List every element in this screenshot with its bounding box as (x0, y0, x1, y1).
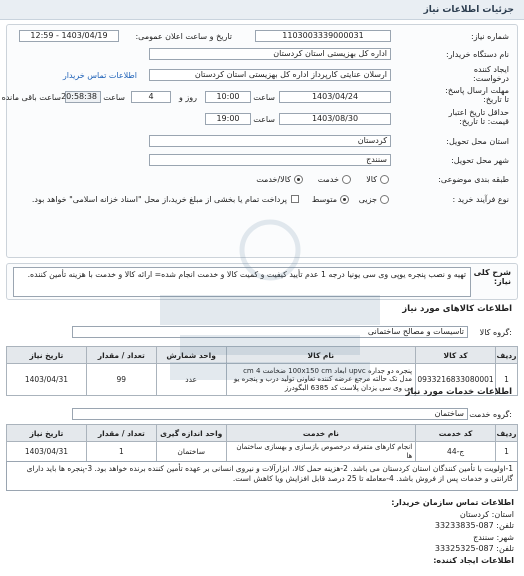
goods-unit: عدد (156, 364, 226, 396)
services-group-label: گروه خدمت: (469, 410, 512, 419)
delivery-province-label: استان محل تحویل: (446, 137, 509, 146)
col-qty: تعداد / مقدار (86, 347, 156, 364)
goods-name: پنجره دو جداره upvc ابعاد 100x150 cm ضخامت 4 cm مدل تک حالته مرجع عرضه کننده تعاونی تولید درب و پنجره یو پی وی سی یزدان پلاست کد 6385 البگودرز (226, 364, 415, 396)
col-unit: واحد اندازه گیری (156, 425, 226, 442)
class-goods-service-radio[interactable] (294, 175, 303, 184)
delivery-city-label: شهر محل تحویل: (451, 156, 509, 165)
row-index: 1 (496, 442, 518, 462)
price-validity-label: حداقل تاریخ اعتبار قیمت: تا تاریخ: (448, 108, 509, 126)
process-medium-radio[interactable] (340, 195, 349, 204)
service-code: ج-44 (416, 442, 496, 462)
goods-group-field: تاسیسات و مصالح ساختمانی (72, 326, 468, 338)
announce-datetime-field: 1403/04/19 - 12:59 (19, 30, 119, 42)
col-unit: واحد شمارش (156, 347, 226, 364)
days-label: روز و (179, 93, 197, 102)
time-label-2: ساعت (103, 93, 125, 102)
need-details-panel (1, 24, 518, 258)
remaining-label: ساعت باقی مانده (1, 93, 61, 102)
class-service-label: خدمت (317, 175, 339, 184)
goods-code: 0933216833080001 (416, 364, 496, 396)
need-number-label: شماره نیاز: (471, 32, 509, 41)
buyer-org-label: نام دستگاه خریدار: (446, 50, 509, 59)
process-minor-radio[interactable] (380, 195, 389, 204)
price-validity-date: 1403/08/30 (279, 113, 391, 125)
process-minor-label: جزیی (358, 195, 377, 204)
services-group-field: ساختمان (72, 408, 468, 420)
process-type-label: نوع فرآیند خرید : (452, 195, 509, 204)
contact-phone-2: تلفن: 087-33325325 (434, 544, 514, 554)
col-date: تاریخ نیاز (7, 425, 87, 442)
announce-datetime-label: تاریخ و ساعت اعلان عمومی: (135, 32, 232, 41)
price-time-label: ساعت (253, 115, 275, 124)
service-date: 1403/04/31 (7, 442, 87, 462)
need-number-field: 1103003339000031 (255, 30, 391, 42)
col-code: کد کالا (416, 347, 496, 364)
goods-section-title: اطلاعات کالاهای مورد نیاز (402, 304, 512, 314)
treasury-payment-checkbox[interactable] (291, 195, 299, 203)
delivery-city-field: سنندج (149, 154, 391, 166)
col-name: نام خدمت (226, 425, 416, 442)
page-header (0, 0, 524, 20)
reply-deadline-label: مهلت ارسال پاسخ: تا تاریخ: (445, 86, 509, 104)
goods-date: 1403/04/31 (7, 364, 87, 396)
remaining-days: 4 (131, 91, 171, 103)
contact-title: اطلاعات تماس سازمان خریدار: (391, 498, 514, 507)
description-text: تهیه و نصب پنجره یوپی وی سی یونیا درجه 1 عدم تأیید کیفیت و کمیت کالا و خدمت انجام شده= ارائه کالا و خدمت با هزینه تأمین کننده. (13, 267, 471, 297)
reply-deadline-date: 1403/04/24 (279, 91, 391, 103)
service-name: انجام کارهای متفرقه درخصوص بازسازی و بهسازی ساختمان ها (226, 442, 416, 462)
class-goods-label: کالا (366, 175, 377, 184)
description-label: شرح کلی نیاز: (473, 268, 511, 286)
class-goods-service-label: کالا/خدمت (256, 175, 291, 184)
goods-qty: 99 (86, 364, 156, 396)
reply-time-label: ساعت (253, 93, 275, 102)
buyer-notes: 1-اولویت با تأمین کنندگان استان کردستان می باشد. 2-هزینه حمل کالا، ابزارآلات و نیروی انسانی بر عهده تأمین کننده برنده خواهد بود. 3-پنجره ها باید دارای گارانتی و خدمات پس از فروش باشد. 4-معامله تا 25 درصد قابل افزایش ویا کاهش است. (6, 461, 518, 491)
description-panel (6, 263, 518, 300)
requester-label: ایجاد کننده درخواست: (473, 65, 509, 83)
process-medium-label: متوسط (311, 195, 337, 204)
buyer-org-field: اداره کل بهزیستی استان کردستان (149, 48, 391, 60)
col-code: کد خدمت (416, 425, 496, 442)
treasury-payment-text: پرداخت تمام یا بخشی از مبلغ خرید،از محل "اسناد خزانه اسلامی" خواهد بود. (31, 195, 287, 204)
buyer-contact-info (314, 497, 514, 567)
price-validity-time: 19:00 (205, 113, 251, 125)
col-date: تاریخ نیاز (7, 347, 87, 364)
class-goods-radio[interactable] (380, 175, 389, 184)
col-row: ردیف (496, 347, 518, 364)
page-title: جزئیات اطلاعات نیاز (423, 5, 514, 15)
class-service-radio[interactable] (342, 175, 351, 184)
buyer-contact-link[interactable]: اطلاعات تماس خریدار (62, 71, 137, 80)
classification-label: طبقه بندی موضوعی: (438, 175, 509, 184)
reply-deadline-time: 10:00 (205, 91, 251, 103)
col-name: نام کالا (226, 347, 415, 364)
service-unit: ساختمان (156, 442, 226, 462)
col-qty: تعداد / مقدار (86, 425, 156, 442)
remaining-time: 20:58:38 (65, 91, 101, 103)
delivery-province-field: کردستان (149, 135, 391, 147)
requester-field: ارسلان عنایتی کارپرداز اداره کل بهزیستی استان کردستان (149, 69, 391, 81)
col-row: ردیف (496, 425, 518, 442)
row-index: 1 (496, 364, 518, 396)
contact-phone-1: تلفن: 087-33233835 (434, 521, 514, 531)
creator-info-title: اطلاعات ایجاد کننده: (433, 555, 514, 565)
contact-city: شهر: سنندج (473, 532, 514, 542)
services-table (6, 424, 518, 462)
table-row (7, 442, 518, 462)
services-section-title: اطلاعات خدمات مورد نیاز (405, 387, 512, 397)
goods-group-label: گروه کالا: (479, 328, 512, 337)
contact-province: استان: کردستان (459, 509, 514, 519)
service-qty: 1 (86, 442, 156, 462)
